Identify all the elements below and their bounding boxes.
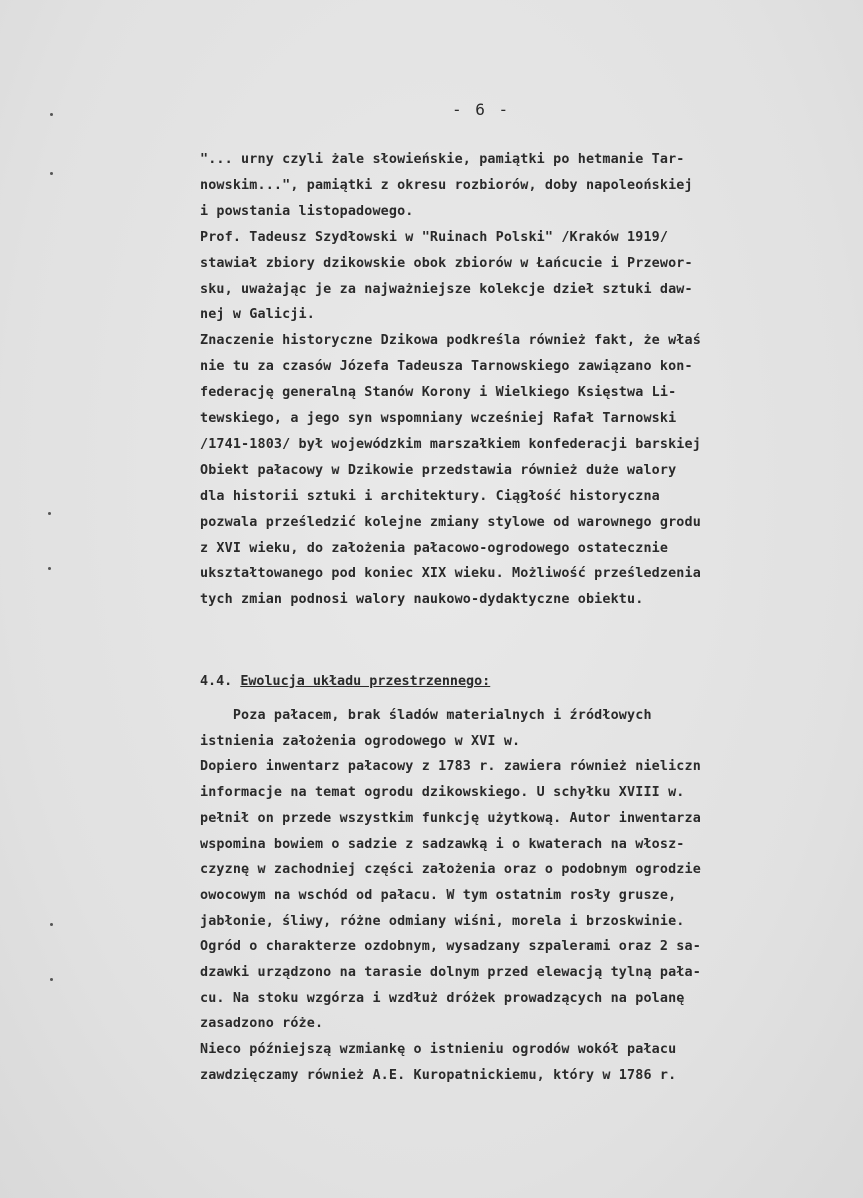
text-line: istnienia założenia ogrodowego w XVI w.	[200, 733, 521, 749]
text-line: zawdzięczamy również A.E. Kuropatnickiemu, który w 1786 r.	[200, 1067, 677, 1083]
text-line: Nieco późniejszą wzmiankę o istnieniu ogrodów wokół pałacu	[200, 1042, 677, 1058]
margin-mark	[50, 923, 53, 926]
text-line: dzawki urządzono na tarasie dolnym przed elewacją tylną pała-	[200, 965, 701, 980]
margin-mark	[48, 512, 51, 515]
text-line: informacje na temat ogrodu dzikowskiego. U schyłku XVIII w.	[200, 785, 685, 801]
text-line: stawiał zbiory dzikowskie obok zbiorów w Łańcucie i Przewor-	[200, 255, 693, 271]
text-line: "... urny czyli żale słowieńskie, pamiątki po hetmanie Tar-	[200, 152, 685, 167]
text-line: zasadzono róże.	[200, 1016, 324, 1032]
text-line: nej w Galicji.	[200, 307, 315, 323]
text-line: Prof. Tadeusz Szydłowski w "Ruinach Polski" /Kraków 1919/	[200, 229, 669, 245]
text-line: Znaczenie historyczne Dzikowa podkreśla również fakt, że właś	[200, 333, 701, 349]
text-line: cu. Na stoku wzgórza i wzdłuż dróżek prowadzących na polanę	[200, 990, 685, 1006]
text-line: pozwala prześledzić kolejne zmiany stylowe od warownego grodu	[200, 514, 701, 530]
text-line: Ogród o charakterze ozdobnym, wysadzany szpalerami oraz 2 sa-	[200, 939, 701, 955]
text-line: nie tu za czasów Józefa Tadeusza Tarnowskiego zawiązano kon-	[200, 359, 693, 375]
text-line: Dopiero inwentarz pałacowy z 1783 r. zawiera również nieliczn	[200, 759, 701, 775]
text-line: /1741-1803/ był wojewódzkim marszałkiem konfederacji barskiej	[200, 436, 701, 452]
text-line: wspomina bowiem o sadzie z sadzawką i o kwaterach na włosz-	[200, 836, 685, 852]
margin-mark	[50, 113, 53, 116]
text-line: czyznę w zachodniej części założenia oraz o podobnym ogrodzie	[200, 862, 701, 878]
margin-mark	[48, 567, 51, 570]
text-line: ukształtowanego pod koniec XIX wieku. Możliwość prześledzenia	[200, 566, 701, 582]
text-line: pełnił on przede wszystkim funkcję użytkową. Autor inwentarza	[200, 810, 701, 826]
section-number: 4.4.	[200, 674, 233, 689]
text-line: federację generalną Stanów Korony i Wielkiego Księstwa Li-	[200, 385, 677, 401]
text-line: tewskiego, a jego syn wspomniany wcześniej Rafał Tarnowski	[200, 411, 677, 426]
margin-mark	[50, 172, 53, 175]
text-line: jabłonie, śliwy, różne odmiany wiśni, morela i brzoskwinie.	[200, 913, 685, 929]
text-line: Poza pałacem, brak śladów materialnych i źródłowych	[200, 708, 652, 723]
text-line: tych zmian podnosi walory naukowo-dydaktyczne obiektu.	[200, 592, 644, 608]
section-title: Ewolucja układu przestrzennego:	[240, 674, 491, 689]
text-line: nowskim...", pamiątki z okresu rozbiorów, doby napoleońskiej	[200, 177, 693, 193]
page-number: - 6 -	[452, 100, 511, 119]
margin-mark	[50, 978, 53, 981]
text-line: i powstania listopadowego.	[200, 203, 414, 219]
text-line: owocowym na wschód od pałacu. W tym ostatnim rosły grusze,	[200, 887, 677, 903]
text-line: dla historii sztuki i architektury. Ciągłość historyczna	[200, 488, 660, 504]
text-line: sku, uważając je za najważniejsze kolekcje dzieł sztuki daw-	[200, 281, 693, 297]
section-heading	[200, 674, 490, 689]
text-line: Obiekt pałacowy w Dzikowie przedstawia również duże walory	[200, 462, 677, 478]
text-line: z XVI wieku, do założenia pałacowo-ogrodowego ostatecznie	[200, 540, 669, 556]
